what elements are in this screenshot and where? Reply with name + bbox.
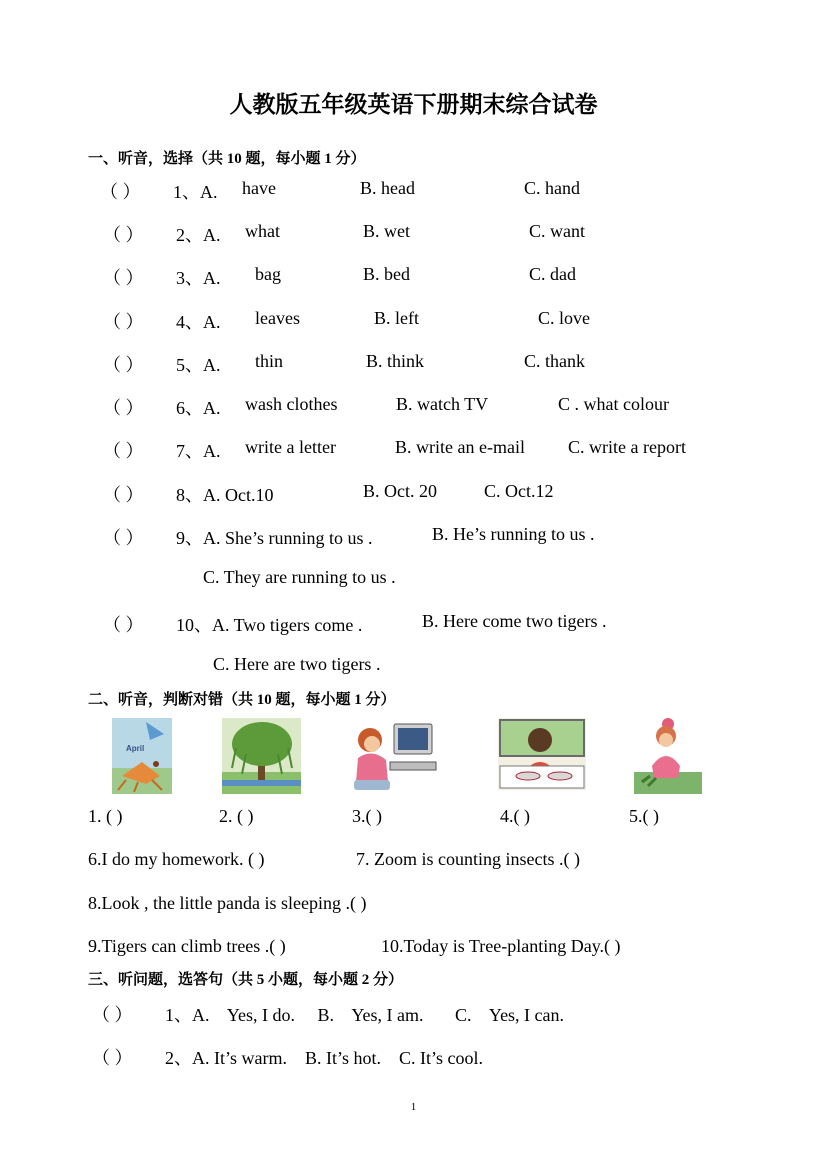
statement-9[interactable]: 9.Tigers can climb trees .( ): [88, 936, 286, 956]
q6-option-b: B. watch TV: [396, 394, 489, 414]
q9-blank[interactable]: （ ）: [103, 528, 144, 548]
q3-option-a: bag: [255, 264, 281, 284]
q2-option-b: B. wet: [363, 221, 410, 241]
q1-number: 1、A.: [173, 182, 218, 202]
section-1-heading: 一、听音，选择（共 10 题，每小题 1 分）: [88, 151, 366, 167]
statement-6[interactable]: 6.I do my homework. ( ): [88, 849, 265, 869]
picture-tree: [222, 718, 301, 794]
q8-option-c: C. Oct.12: [484, 481, 554, 501]
q4-option-c: C. love: [538, 308, 590, 328]
q10-option-c: C. Here are two tigers .: [213, 654, 381, 674]
q6-blank[interactable]: （ ）: [103, 398, 144, 418]
april-label: April: [126, 744, 145, 753]
q8-number-option-a: 8、A. Oct.10: [176, 485, 274, 505]
picture-3-answer[interactable]: 3.( ): [352, 806, 382, 826]
picture-girl-planting: [634, 712, 702, 794]
s3-q2-text: 2、A. It’s warm. B. It’s hot. C. It’s cool.: [165, 1048, 483, 1068]
q5-option-a: thin: [255, 351, 284, 371]
q4-option-a: leaves: [255, 308, 300, 328]
picture-2-answer[interactable]: 2. ( ): [219, 806, 254, 826]
q7-option-b: B. write an e-mail: [395, 437, 525, 457]
picture-4-answer[interactable]: 4.( ): [500, 806, 530, 826]
q7-number: 7、A.: [176, 441, 221, 461]
page-title: 人教版五年级英语下册期末综合试卷: [229, 92, 598, 117]
q1-option-a: have: [242, 178, 276, 198]
statement-10[interactable]: 10.Today is Tree-planting Day.( ): [381, 936, 621, 956]
q6-number: 6、A.: [176, 398, 221, 418]
q3-blank[interactable]: （ ）: [103, 268, 144, 288]
page-number: 1: [410, 1101, 417, 1113]
q2-number: 2、A.: [176, 225, 221, 245]
q4-blank[interactable]: （ ）: [103, 312, 144, 332]
picture-5-answer[interactable]: 5.( ): [629, 806, 659, 826]
q1-blank[interactable]: （ ）: [100, 182, 141, 202]
q9-number-option-a: 9、A. She’s running to us .: [176, 528, 373, 548]
q10-blank[interactable]: （ ）: [103, 615, 144, 635]
picture-april-kite: [112, 718, 172, 794]
q6-option-c: C . what colour: [558, 394, 669, 414]
statement-8[interactable]: 8.Look , the little panda is sleeping .( ): [88, 893, 367, 913]
q5-option-c: C. thank: [524, 351, 585, 371]
q10-number-option-a: 10、A. Two tigers come .: [176, 615, 363, 635]
q2-option-c: C. want: [529, 221, 585, 241]
picture-girl-computer: [350, 718, 438, 794]
q3-option-c: C. dad: [529, 264, 576, 284]
q10-option-b: B. Here come two tigers .: [422, 611, 607, 631]
s3-q1-blank[interactable]: （ ）: [92, 1005, 133, 1025]
q1-option-c: C. hand: [524, 178, 580, 198]
q3-number: 3、A.: [176, 268, 221, 288]
picture-1-answer[interactable]: 1. ( ): [88, 806, 123, 826]
q5-blank[interactable]: （ ）: [103, 355, 144, 375]
section-2-heading: 二、听音，判断对错（共 10 题，每小题 1 分）: [88, 692, 396, 708]
q8-blank[interactable]: （ ）: [103, 485, 144, 505]
s3-q2-blank[interactable]: （ ）: [92, 1048, 133, 1068]
statement-7[interactable]: 7. Zoom is counting insects .( ): [356, 849, 580, 869]
q4-number: 4、A.: [176, 312, 221, 332]
q7-blank[interactable]: （ ）: [103, 441, 144, 461]
q7-option-a: write a letter: [245, 437, 336, 457]
q2-blank[interactable]: （ ）: [103, 225, 144, 245]
s3-q1-text: 1、A. Yes, I do. B. Yes, I am. C. Yes, I can.: [165, 1005, 565, 1025]
q9-option-b: B. He’s running to us .: [432, 524, 595, 544]
q6-option-a: wash clothes: [245, 394, 338, 414]
q7-option-c: C. write a report: [568, 437, 686, 457]
q1-option-b: B. head: [360, 178, 415, 198]
q4-option-b: B. left: [374, 308, 419, 328]
section-3-heading: 三、听问题，选答句（共 5 小题，每小题 2 分）: [88, 972, 404, 988]
picture-boy-eating: [498, 718, 586, 790]
q3-option-b: B. bed: [363, 264, 410, 284]
q2-option-a: what: [245, 221, 280, 241]
q8-option-b: B. Oct. 20: [363, 481, 437, 501]
q5-number: 5、A.: [176, 355, 221, 375]
q9-option-c: C. They are running to us .: [203, 567, 396, 587]
q5-option-b: B. think: [366, 351, 425, 371]
